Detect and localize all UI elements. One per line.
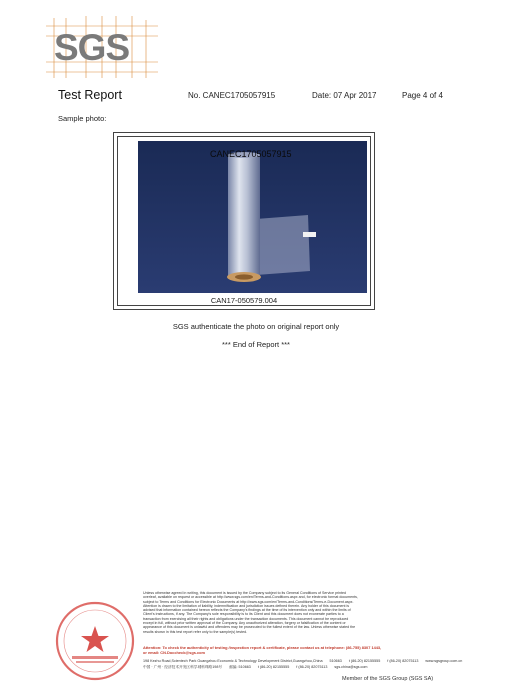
legal-disclaimer xyxy=(143,591,449,634)
sgs-logo xyxy=(46,12,158,80)
attention-line: Attention: To check the authenticity of testing /inspection report & certificate, please contact us at telephone: (86-755) 8307 1443, xyxy=(143,645,382,650)
telephone: t (86-20) 82155555 xyxy=(257,665,290,669)
postcode: 邮编: 510663 xyxy=(229,665,251,669)
disclaimer-line: advised that information contained hereon reflects the Company's findings at the time of its intervention only and within the limits of xyxy=(143,608,351,613)
disclaimer-line: subject to Terms and Conditions for Electronic Documents at http://www.sgs.com/en/Terms-and-Conditions/Terms-e-Document.aspx. xyxy=(143,599,354,604)
disclaimer-line: overleaf, available on request or accessible at http://www.sgs.com/en/Terms-and-Conditions.aspx and, for electronic format documents, xyxy=(143,595,358,600)
report-title: Test Report xyxy=(58,88,122,102)
address-chinese xyxy=(143,665,449,670)
fax: f (86-20) 82075113 xyxy=(296,665,328,669)
telephone: t (86-20) 82155555 xyxy=(348,659,381,663)
disclaimer-line: appearance of this document is unlawful and offenders may be prosecuted to the fullest extent of the law. Unless otherwise stated the xyxy=(143,625,356,630)
address-text: 中国 · 广州 · 经济技术开发区科学城科珠路198号 xyxy=(143,665,223,669)
star-icon xyxy=(81,626,109,652)
disclaimer-line: Client's instructions, if any. The Company's sole responsibility is to its Client and this document does not exonerate parties to a xyxy=(143,612,344,617)
fax: f (86-20) 82075113 xyxy=(387,659,419,663)
company-seal xyxy=(52,598,138,684)
attention-line: or email: CN.Doccheck@sgs.com xyxy=(143,649,205,655)
attention-note xyxy=(143,646,449,655)
authenticate-note: SGS authenticate the photo on original report only xyxy=(172,322,340,331)
disclaimer-line: Unless otherwise agreed in writing, this document is issued by the Company subject to its General Conditions of Service printed xyxy=(143,591,346,595)
report-date: Date: 07 Apr 2017 xyxy=(312,91,377,100)
address-text: 198 Kezhu Road,Scientech Park Guangzhou Economic & Technology Development District,Guangzhou,China xyxy=(143,659,323,663)
report-number: No. CANEC1705057915 xyxy=(188,91,276,100)
logo-text: SGS xyxy=(54,27,130,68)
photo-caption: CAN17-050579.004 xyxy=(210,296,278,305)
end-of-report: *** End of Report *** xyxy=(222,340,290,349)
page-number: Page 4 of 4 xyxy=(402,91,443,100)
address-english xyxy=(143,659,463,663)
disclaimer-line: except in full, without prior written approval of the Company. Any unauthorized alteration, forgery or falsification of the content or xyxy=(143,621,346,626)
postcode: 510663 xyxy=(329,659,342,663)
email-link[interactable]: sgs.china@sgs.com xyxy=(334,665,368,669)
disclaimer-line: transaction from exercising all their rights and obligations under the transaction documents. This document cannot be reproduced xyxy=(143,616,349,621)
disclaimer-line: results shown in this test report refer only to the sample(s) tested. xyxy=(143,629,248,634)
website-link[interactable]: www.sgsgroup.com.cn xyxy=(425,659,463,663)
disclaimer-line: Attention is drawn to the limitation of liability, indemnification and jurisdiction issues defined therein. Any holder of this document is xyxy=(143,603,350,608)
sample-photo-label: Sample photo: xyxy=(58,114,107,123)
sample-photo xyxy=(138,141,367,293)
member-note: Member of the SGS Group (SGS SA) xyxy=(342,676,434,682)
photo-overlay-text: CANEC1705057915 xyxy=(210,149,292,159)
